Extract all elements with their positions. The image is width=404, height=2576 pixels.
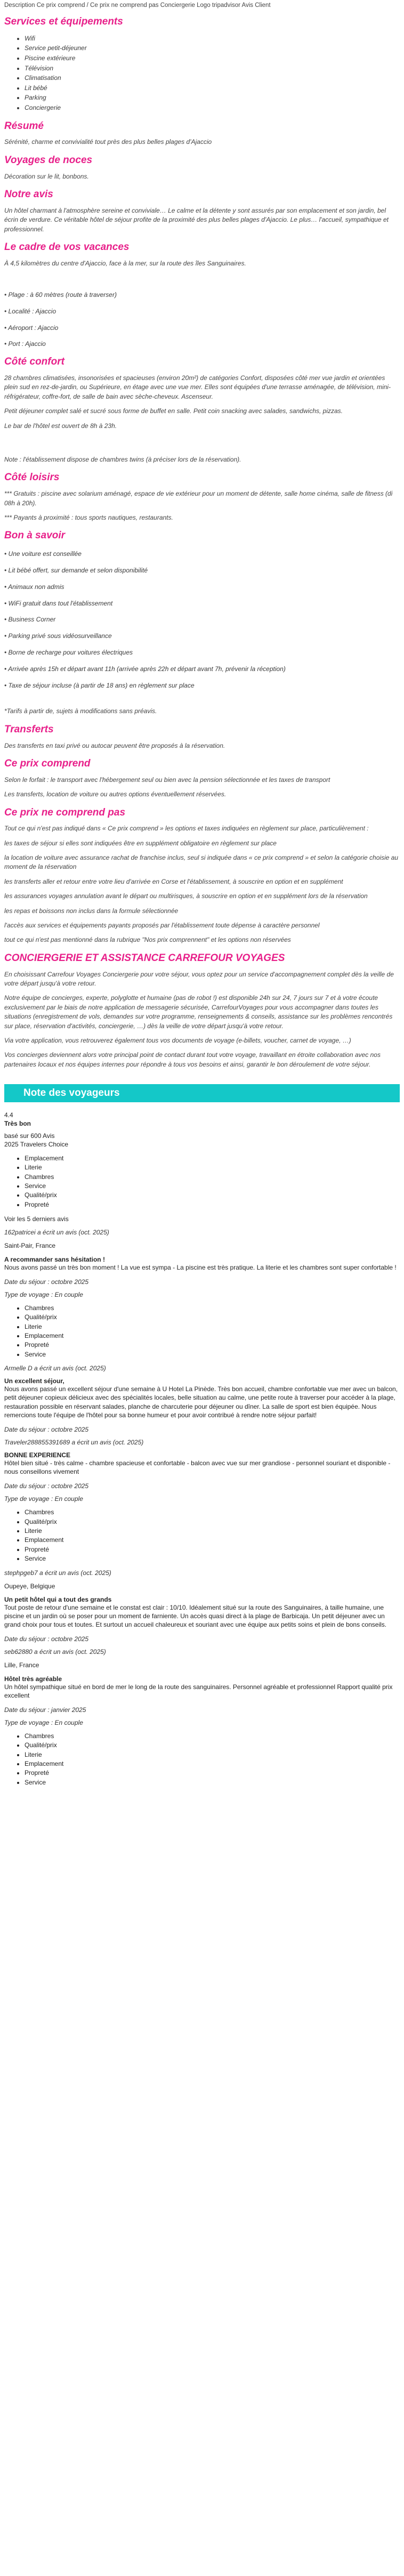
review-location: Lille, France	[4, 1661, 39, 1669]
criterion: • Emplacement	[25, 1536, 400, 1545]
top-navigation-line[interactable]: Description Ce prix comprend / Ce prix ne comprend pas Conciergerie Logo tripadvisor Avis Client	[4, 2, 271, 9]
confort-p1: 28 chambres climatisées, insonorisées et spacieuses (environ 20m²) de catégories Confort, disposées côté mer vue jardin et orientées plein sud en rez-de-jardin, ou Supérieure, en étage avec une vue mer. Elles sont équipées d'une terrasse aménagée, de télévision, mini-réfrigérateur, coffre-fort, de salle de bain avec sèche-cheveux. Ascenseur.	[4, 374, 391, 400]
criterion: • Literie	[25, 1750, 400, 1759]
tarif-footnote: *Tarifs à partir de, sujets à modifications sans préavis.	[4, 707, 157, 715]
loisirs-title: Côté loisirs	[4, 472, 60, 483]
bon-savoir-bullet: • Business Corner	[4, 616, 56, 624]
review-title: Hôtel très agréable	[4, 1675, 62, 1683]
ne-comprend-line: les assurances voyages annulation avant le départ ou multirisques, à souscrire en option et en supplément lors de la réservation	[4, 892, 368, 900]
prix-comprend-p1: Selon le forfait : le transport avec l'hébergement seul ou bien avec la pension sélectionnée et les taxes de transport	[4, 776, 330, 784]
review-body: Un hôtel sympathique situé en bord de mer le long de la route des sanguinaires. Personnel agréable et professionnel Rapport qualité prix excellent	[4, 1683, 393, 1699]
review-date: Date du séjour : janvier 2025	[4, 1706, 86, 1714]
criterion: • Chambres	[25, 1304, 400, 1313]
criterion: • Propreté	[25, 1769, 400, 1778]
criterion: • Qualité/prix	[25, 1741, 400, 1750]
prix-comprend-p2: Les transferts, location de voiture ou autres options éventuellement réservées.	[4, 790, 227, 798]
review-title: Un excellent séjour,	[4, 1377, 64, 1385]
conciergerie-title: CONCIERGERIE ET ASSISTANCE CARREFOUR VOYAGES	[4, 952, 285, 964]
review-type: Type de voyage : En couple	[4, 1290, 83, 1298]
rating-criteria	[4, 1154, 400, 1209]
ne-comprend-line: l'accès aux services et équipements payants proposés par l'établissement toute dépense à caractère personnel	[4, 922, 320, 930]
last-reviews-link[interactable]: Voir les 5 derniers avis	[4, 1215, 69, 1223]
review-body: Tout poste de retour d'une semaine et le constat est clair : 10/10. Idéalement situé sur la route des Sanguinaires, à taille humaine, une piscine et un jardin où se poser pour un moment de farniente. Un accès quasi direct à la plage de Barbicaja. Un petit déjeuner avec un grand choix pour tous et toutes. Et surtout un accueil chaleureux et souriant avec une équipe aux petits soins et plein de bons conseils.	[4, 1603, 387, 1629]
rating-block	[4, 1111, 400, 1128]
resume-text: Sérénité, charme et convivialité tout près des plus belles plages d'Ajaccio	[4, 138, 212, 146]
transferts-text: Des transferts en taxi privé ou autocar peuvent être proposés à la réservation.	[4, 741, 225, 749]
review-date: Date du séjour : octobre 2025	[4, 1278, 89, 1286]
review-body: Nous avons passé un très bon moment ! La vue est sympa - La piscine est très pratique. La literie et les chambres sont super confortable !	[4, 1263, 397, 1271]
cadre-intro: À 4,5 kilomètres du centre d'Ajaccio, face à la mer, sur la route des îles Sanguinaires.	[4, 259, 246, 267]
review-location: Oupeye, Belgique	[4, 1582, 55, 1590]
review-location: Saint-Pair, France	[4, 1242, 56, 1250]
criterion: • Literie	[25, 1322, 400, 1331]
bon-savoir-bullet: • Borne de recharge pour voitures électriques	[4, 648, 133, 656]
criterion: • Qualité/prix	[25, 1313, 400, 1322]
transferts-title: Transferts	[4, 723, 54, 735]
ne-comprend-line: tout ce qui n'est pas mentionné dans la rubrique "Nos prix comprennent" et les options non réservées	[4, 936, 291, 944]
cadre-bullet: • Aéroport : Ajaccio	[4, 324, 59, 332]
criterion: • Emplacement	[25, 1154, 400, 1163]
rating-label: Très bon	[4, 1120, 31, 1128]
confort-p3: Le bar de l'hôtel est ouvert de 8h à 23h.	[4, 422, 117, 430]
loisirs-p2: *** Payants à proximité : tous sports nautiques, restaurants.	[4, 513, 173, 521]
service-item: • Service petit-déjeuner	[25, 43, 400, 53]
cadre-bullet: • Localité : Ajaccio	[4, 307, 56, 315]
bon-savoir-bullet: • Lit bébé offert, sur demande et selon disponibilité	[4, 566, 148, 574]
review-author: stephpgeb7 a écrit un avis (oct. 2025)	[4, 1569, 111, 1577]
cadre-bullet: • Plage : à 60 mètres (route à traverser)	[4, 291, 117, 299]
criterion: • Chambres	[25, 1508, 400, 1517]
review-criteria	[4, 1508, 400, 1563]
criterion: • Service	[25, 1350, 400, 1359]
bon-savoir-bullet: • WiFi gratuit dans tout l'établissement	[4, 599, 113, 607]
ne-comprend-line: les taxes de séjour si elles sont indiquées être en supplément obligatoire en règlement sur place	[4, 839, 277, 847]
confort-title: Côté confort	[4, 356, 64, 368]
review	[4, 1569, 400, 1643]
review	[4, 1364, 400, 1433]
note-voyageurs-banner: Note des voyageurs	[4, 1084, 400, 1102]
conciergerie-p4: Vos concierges deviennent alors votre principal point de contact durant tout votre voyage, travaillant en étroite collaboration avec nos partenaires locaux et nos équipes internes pour répondre à tous vos besoins et ainsi, garantir le bon déroulement de votre séjour.	[4, 1051, 381, 1068]
criterion: • Service	[25, 1778, 400, 1787]
service-item: • Wifi	[25, 34, 400, 44]
prix-ne-comprend-pas-title: Ce prix ne comprend pas	[4, 806, 126, 818]
criterion: • Qualité/prix	[25, 1517, 400, 1527]
bon-savoir-bullet: • Taxe de séjour incluse (à partir de 18 ans) en règlement sur place	[4, 681, 195, 689]
review-author: 162patricei a écrit un avis (oct. 2025)	[4, 1229, 109, 1237]
criterion: • Propreté	[25, 1545, 400, 1554]
review	[4, 1439, 400, 1564]
conciergerie-p2: Notre équipe de concierges, experte, polyglotte et humaine (pas de robot !) est disponible 24h sur 24, 7 jours sur 7 et à votre écoute exclusivement par le biais de notre application de messagerie sécurisée, CarrefourVoyages pour vous accompagner dans toutes les situations (enregistrement de vols, demandes sur votre programme, renseignements & conseils, assistance sur les problèmes rencontrés sur place, réservation d'activités, conciergerie, …) dès la veille de votre départ jusqu'à votre retour.	[4, 994, 393, 1030]
bon-savoir-bullet: • Une voiture est conseillée	[4, 550, 82, 558]
review	[4, 1648, 400, 1787]
bon-savoir-bullet: • Arrivée après 15h et départ avant 11h (arrivée après 22h et départ avant 7h, prévenir la réception)	[4, 665, 286, 673]
services-title: Services et équipements	[4, 16, 123, 27]
criterion: • Chambres	[25, 1173, 400, 1182]
voyage-noces-text: Décoration sur le lit, bonbons.	[4, 172, 89, 180]
review-author: Traveler288855391689 a écrit un avis (oct. 2025)	[4, 1438, 144, 1446]
review-author: Armelle D a écrit un avis (oct. 2025)	[4, 1364, 106, 1372]
review-type: Type de voyage : En couple	[4, 1495, 83, 1503]
criterion: • Literie	[25, 1527, 400, 1536]
cadre-title: Le cadre de vos vacances	[4, 241, 130, 253]
voyage-noces-title: Voyages de noces	[4, 154, 93, 166]
rating-meta	[4, 1132, 400, 1149]
review-title: Un petit hôtel qui a tout des grands	[4, 1595, 112, 1603]
services-list	[4, 34, 400, 113]
review-body: Hôtel bien situé - très calme - chambre spacieuse et confortable - balcon avec vue sur mer grandiose - personnel souriant et disponible - nous conseillons vivement	[4, 1459, 391, 1476]
bon-savoir-bullet: • Animaux non admis	[4, 583, 64, 591]
service-item: • Lit bébé	[25, 83, 400, 93]
review-criteria	[4, 1732, 400, 1787]
resume-title: Résumé	[4, 120, 44, 132]
service-item: • Piscine extérieure	[25, 53, 400, 63]
bon-savoir-title: Bon à savoir	[4, 530, 66, 542]
criterion: • Emplacement	[25, 1759, 400, 1769]
ne-comprend-line: les repas et boissons non inclus dans la formule sélectionnée	[4, 907, 179, 915]
notre-avis-text: Un hôtel charmant à l'atmosphère sereine et conviviale… Le calme et la détente y sont assurés par son emplacement et son jardin, bel écrin de verdure. Ce véritable hôtel de séjour profite de la proximité des plus belles plages d'Ajaccio. Le plus… l'accueil, sympathique et professionnel.	[4, 206, 389, 233]
review-title: BONNE EXPERIENCE	[4, 1451, 71, 1459]
rating-score: 4.4	[4, 1111, 13, 1119]
rating-award: 2025 Travelers Choice	[4, 1140, 69, 1148]
review-date: Date du séjour : octobre 2025	[4, 1425, 89, 1433]
confort-p2: Petit déjeuner complet salé et sucré sous forme de buffet en salle. Petit coin snacking avec salades, sandwichs, pizzas.	[4, 407, 343, 415]
conciergerie-p1: En choisissant Carrefour Voyages Conciergerie pour votre séjour, vous optez pour un service d'accompagnement complet dès la veille de votre départ jusqu'à votre retour.	[4, 970, 394, 987]
review-body: Nous avons passé un excellent séjour d'une semaine à U Hotel La Pinède. Très bon accueil, chambre confortable vue mer avec un balcon, petit déjeuner copieux délicieux avec des spécialités locales, belle situation au calme, une petite route à traverser pour accéder à la plage, restauration possible en réservant salades, planche de charcuterie pour déjeuner ou dîner. La salle de sport est bien équipée. Nous remercions toute l'équipe de l'hôtel pour sa bonne humeur et pour avoir contribué à rendre notre séjour parfait!	[4, 1385, 398, 1419]
confort-note: Note : l'établissement dispose de chambres twins (à préciser lors de la réservation).	[4, 456, 241, 464]
ne-comprend-line: Tout ce qui n'est pas indiqué dans « Ce prix comprend » les options et taxes indiquées en règlement sur place, particulièrement :	[4, 825, 369, 833]
prix-comprend-title: Ce prix comprend	[4, 757, 91, 769]
service-item: • Télévision	[25, 63, 400, 74]
review-criteria	[4, 1304, 400, 1359]
criterion: • Service	[25, 1554, 400, 1563]
loisirs-p1: *** Gratuits : piscine avec solarium aménagé, espace de vie extérieur pour un moment de détente, salle home cinéma, salle de fitness (di 08h à 20h).	[4, 490, 393, 507]
criterion: • Chambres	[25, 1732, 400, 1741]
review-date: Date du séjour : octobre 2025	[4, 1482, 89, 1490]
criterion: • Propreté	[25, 1341, 400, 1350]
criterion: • Propreté	[25, 1200, 400, 1209]
review-title: A recommander sans hésitation !	[4, 1255, 105, 1263]
cadre-bullet: • Port : Ajaccio	[4, 340, 46, 348]
review	[4, 1229, 400, 1359]
review-type: Type de voyage : En couple	[4, 1718, 83, 1726]
notre-avis-title: Notre avis	[4, 188, 53, 200]
rating-based-on: basé sur 600 Avis	[4, 1132, 55, 1140]
conciergerie-p3: Via votre application, vous retrouverez également tous vos documents de voyage (e-billets, voucher, carnet de voyage, …)	[4, 1036, 351, 1044]
ne-comprend-line: les transferts aller et retour entre votre lieu d'arrivée en Corse et l'établissement, à souscrire en option et en supplément	[4, 877, 343, 885]
criterion: • Qualité/prix	[25, 1191, 400, 1200]
service-item: • Parking	[25, 93, 400, 103]
criterion: • Literie	[25, 1163, 400, 1172]
review-date: Date du séjour : octobre 2025	[4, 1635, 89, 1643]
review-author: seb62880 a écrit un avis (oct. 2025)	[4, 1648, 106, 1656]
service-item: • Conciergerie	[25, 103, 400, 113]
criterion: • Emplacement	[25, 1331, 400, 1341]
ne-comprend-line: la location de voiture avec assurance rachat de franchise inclus, seul si indiquée dans « ce prix comprend » et selon la catégorie choisie au moment de la réservation	[4, 854, 399, 871]
service-item: • Climatisation	[25, 73, 400, 83]
bon-savoir-bullet: • Parking privé sous vidéosurveillance	[4, 632, 112, 640]
criterion: • Service	[25, 1182, 400, 1191]
